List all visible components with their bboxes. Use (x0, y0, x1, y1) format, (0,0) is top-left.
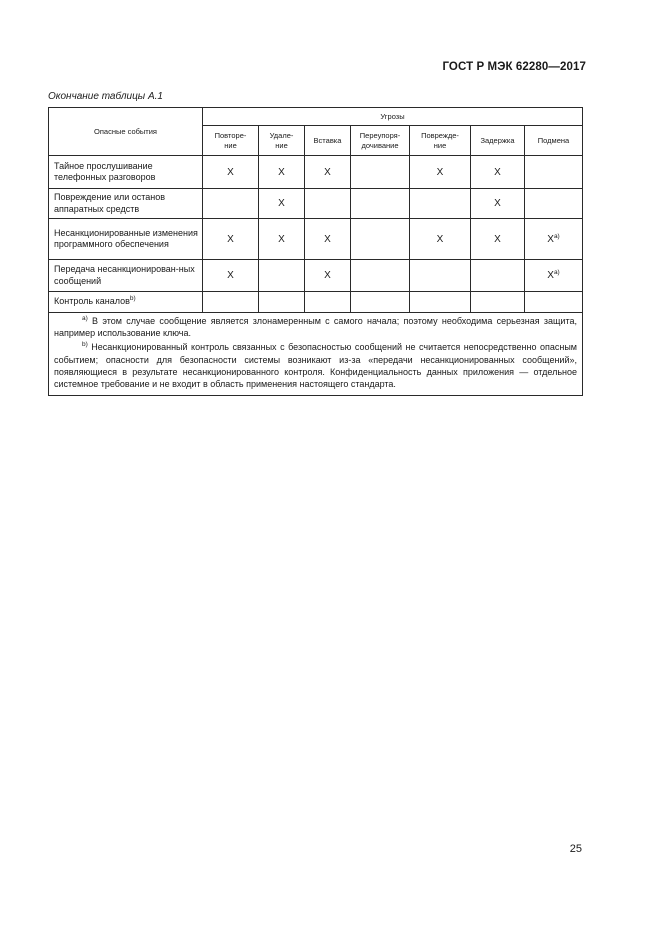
threat-mark: X (227, 270, 234, 281)
event-label: Передача несанкционирован-ных сообщений (54, 264, 195, 286)
threat-mark-cell (471, 292, 525, 313)
threat-mark-cell (259, 260, 305, 292)
event-cell (49, 219, 203, 260)
threat-mark: X (278, 166, 285, 178)
threat-mark: X (324, 166, 331, 178)
column-header: Переупоря- дочивание (351, 126, 410, 156)
event-label: Контроль каналов (54, 296, 130, 307)
threat-mark-cell (410, 260, 471, 292)
column-header: Удале- ние (259, 126, 305, 156)
column-header: Задержка (471, 126, 525, 156)
threat-mark: X (436, 233, 444, 245)
footnotes-cell (49, 313, 583, 396)
table-caption: Окончание таблицы А.1 (48, 91, 163, 102)
threat-mark-cell (305, 189, 351, 219)
table-row (49, 260, 583, 292)
threat-mark-cell (410, 189, 471, 219)
threat-mark-cell (259, 156, 305, 189)
threat-mark-cell (351, 292, 410, 313)
footnote-ref: а) (553, 269, 560, 276)
column-header: Вставка (305, 126, 351, 156)
threat-mark-cell (259, 292, 305, 313)
event-cell (49, 189, 203, 219)
threat-mark-cell (351, 219, 410, 260)
threat-mark: X (547, 270, 554, 281)
threat-mark-cell (351, 260, 410, 292)
threat-mark-cell (203, 292, 259, 313)
threat-mark-cell (203, 219, 259, 260)
events-header: Опасные события (49, 108, 203, 156)
threat-mark-cell (305, 260, 351, 292)
event-cell (49, 260, 203, 292)
threat-mark-cell (471, 189, 525, 219)
threat-mark-cell (259, 219, 305, 260)
standard-code: ГОСТ Р МЭК 62280—2017 (442, 61, 586, 73)
event-cell (49, 156, 203, 189)
threat-mark-cell (351, 189, 410, 219)
threat-mark-cell (525, 219, 583, 260)
footnote-a (54, 315, 577, 339)
footnote-ref: а) (553, 232, 560, 240)
threat-mark-cell (525, 260, 583, 292)
threat-mark-cell (410, 292, 471, 313)
event-label: Тайное прослушивание телефонных разговоров (54, 160, 156, 182)
footnote-text: В этом случае сообщение является злонамеренным с самого начала; поэтому необходима серьезная защита, например использование ключа. (54, 316, 577, 339)
threat-mark-cell (410, 219, 471, 260)
footnote-text: Несанкционированный контроль связанных с безопасностью сообщений не считается непосредственно опасным событием; опасности для безопасности системы возникают из-за «передачи несанкционированных сообщений», появляющиеся в результате несанкционированного контроля. Конфиденциальность данных приложения — отдельное системное требование и не входит в область применения настоящего стандарта. (54, 342, 577, 390)
page-number: 25 (569, 843, 582, 855)
threat-mark-cell (203, 189, 259, 219)
footnote-b (54, 341, 577, 390)
event-cell (49, 292, 203, 313)
threat-mark-cell (471, 156, 525, 189)
column-header: Поврежде- ние (410, 126, 471, 156)
threat-mark-cell (471, 260, 525, 292)
event-label: Повреждение или останов аппаратных средств (54, 192, 166, 214)
footnote-marker: а) (82, 315, 88, 322)
threats-header: Угрозы (203, 108, 583, 126)
table-row (49, 156, 583, 189)
threat-mark-cell (525, 292, 583, 313)
threats-table (48, 107, 583, 396)
threat-mark-cell (305, 292, 351, 313)
event-label: Несанкционированные изменения программного обеспечения (54, 227, 198, 249)
threat-mark: X (324, 270, 331, 281)
table-row (49, 189, 583, 219)
footnote-marker: b) (82, 341, 88, 349)
threat-mark-cell (305, 156, 351, 189)
threat-mark-cell (203, 260, 259, 292)
threat-mark-cell (525, 156, 583, 189)
threat-mark-cell (203, 156, 259, 189)
threat-mark: X (436, 166, 444, 178)
threat-mark-cell (471, 219, 525, 260)
column-header: Подмена (525, 126, 583, 156)
threat-mark: X (494, 233, 501, 245)
threat-mark: X (324, 233, 331, 245)
threat-mark-cell (410, 156, 471, 189)
threat-mark: X (227, 166, 234, 178)
threat-mark: X (227, 233, 234, 245)
threat-mark-cell (525, 189, 583, 219)
threat-mark: X (494, 166, 501, 178)
threat-mark: X (547, 233, 554, 245)
threat-mark: X (278, 233, 285, 245)
threat-mark: X (494, 198, 501, 209)
column-header: Повторе- ние (203, 126, 259, 156)
threat-mark-cell (259, 189, 305, 219)
threat-mark-cell (305, 219, 351, 260)
table-row (49, 219, 583, 260)
footnote-ref: b) (129, 295, 136, 303)
threat-mark: X (278, 198, 285, 209)
table-row (49, 292, 583, 313)
threat-mark-cell (351, 156, 410, 189)
